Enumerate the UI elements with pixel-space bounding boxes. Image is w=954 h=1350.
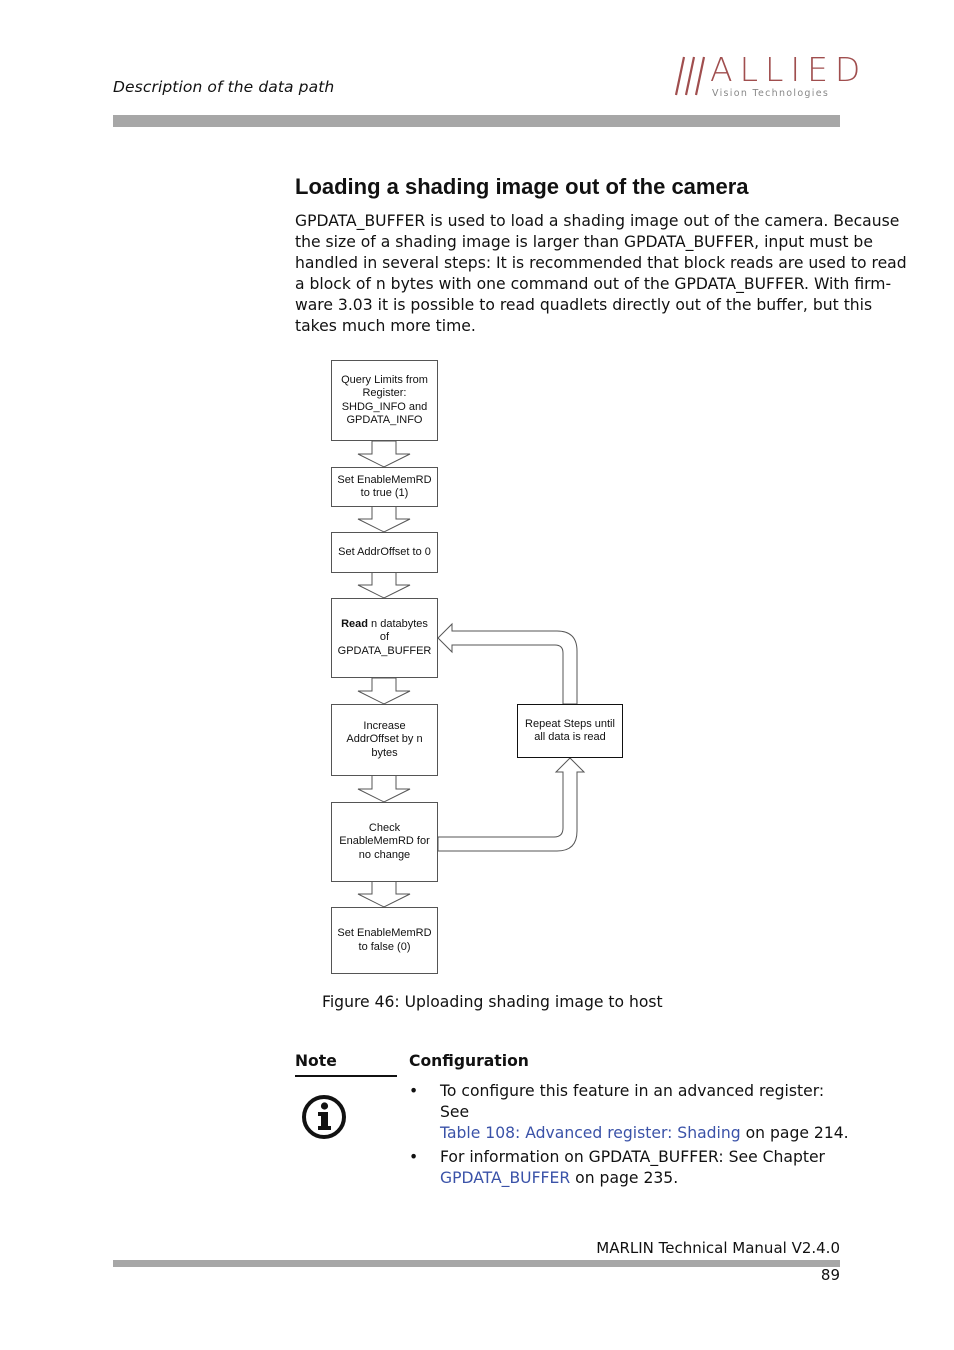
paragraph-line: a block of n bytes with one command out of the GPDATA_BUFFER. With firm- <box>295 275 892 293</box>
flow-text: EnableMemRD for <box>339 835 430 848</box>
flow-step-set-addroffset <box>331 532 438 573</box>
bullet-icon: • <box>409 1082 419 1100</box>
flow-text: GPDATA_INFO <box>346 414 423 426</box>
loop-arrow-back <box>438 624 577 704</box>
flow-step-read-databytes <box>331 598 438 678</box>
table-108-link[interactable]: Table 108: Advanced register: Shading <box>440 1124 741 1142</box>
flow-text: Query Limits from <box>341 373 428 386</box>
flow-text: all data is read <box>534 731 606 743</box>
paragraph-line: ware 3.03 it is possible to read quadlets directly out of the buffer, but this <box>295 296 873 314</box>
logo-slashes-icon <box>666 53 712 99</box>
header-rule <box>113 115 840 127</box>
flow-step-enable-memrd <box>331 467 438 507</box>
flow-text: of <box>379 631 390 644</box>
flow-text: no change <box>358 848 411 861</box>
footer-rule <box>113 1260 840 1267</box>
bullet-text: To configure this feature in an advanced register: See <box>440 1082 825 1121</box>
flow-arrow <box>358 506 410 532</box>
note-heading: Configuration <box>409 1052 529 1070</box>
flow-step-disable-memrd <box>331 907 438 974</box>
flow-text: Increase <box>363 719 406 732</box>
allied-logo <box>666 50 868 101</box>
loop-arrow-up <box>438 758 584 851</box>
section-title: Description of the data path <box>113 78 335 96</box>
flow-text: Repeat Steps until <box>525 717 615 730</box>
flow-arrow <box>358 678 410 704</box>
flow-arrow <box>358 775 410 802</box>
note-label: Note <box>295 1052 337 1070</box>
flow-text-bold: Read <box>341 617 368 630</box>
flow-text: Set EnableMemRD <box>337 927 432 939</box>
bullet-text: on page 235. <box>570 1169 679 1187</box>
flow-text: SHDG_INFO and <box>341 400 428 413</box>
figure-caption: Figure 46: Uploading shading image to host <box>322 993 663 1011</box>
flow-arrow <box>358 441 410 467</box>
bullet-text: on page 214. <box>740 1124 849 1142</box>
flow-text: to true (1) <box>360 487 409 499</box>
flow-text: GPDATA_BUFFER <box>337 644 432 657</box>
note-bullets <box>409 1081 849 1192</box>
page-number: 89 <box>820 1266 840 1284</box>
flow-text: Register: <box>362 387 407 399</box>
paragraph-line: takes much more time. <box>295 317 476 335</box>
flow-text: AddrOffset by n <box>346 733 423 746</box>
flow-text: bytes <box>371 746 398 759</box>
info-icon <box>300 1093 348 1141</box>
paragraph-line: the size of a shading image is larger than GPDATA_BUFFER, input must be <box>295 233 873 251</box>
flow-arrow <box>358 881 410 907</box>
logo-subtitle: Vision Technologies <box>712 88 830 99</box>
flow-text: Set AddrOffset to 0 <box>338 545 431 558</box>
list-item <box>409 1081 849 1144</box>
flow-arrow <box>358 572 410 598</box>
footer-manual-title: MARLIN Technical Manual V2.4.0 <box>596 1239 840 1257</box>
bullet-icon: • <box>409 1148 419 1166</box>
flow-text: Set EnableMemRD <box>337 473 432 486</box>
note-rule <box>295 1075 397 1077</box>
flow-text: Check <box>368 821 401 834</box>
list-item <box>409 1147 849 1189</box>
logo-word: ALLIED <box>710 50 868 89</box>
page-heading: Loading a shading image out of the camera <box>295 174 749 199</box>
body-paragraph <box>295 211 907 337</box>
paragraph-line: handled in several steps: It is recommended that block reads are used to read <box>295 254 907 272</box>
flow-step-query-limits <box>331 360 438 441</box>
flow-step-increase-offset <box>331 704 438 776</box>
flow-step-repeat <box>517 704 623 758</box>
paragraph-line: GPDATA_BUFFER is used to load a shading image out of the camera. Because <box>295 212 900 230</box>
flow-text: to false (0) <box>358 940 411 953</box>
flow-step-check-memrd <box>331 802 438 882</box>
flow-text: n databytes <box>367 617 428 630</box>
bullet-text: For information on GPDATA_BUFFER: See Chapter <box>440 1148 825 1166</box>
gpdata-buffer-link[interactable]: GPDATA_BUFFER <box>440 1169 571 1187</box>
